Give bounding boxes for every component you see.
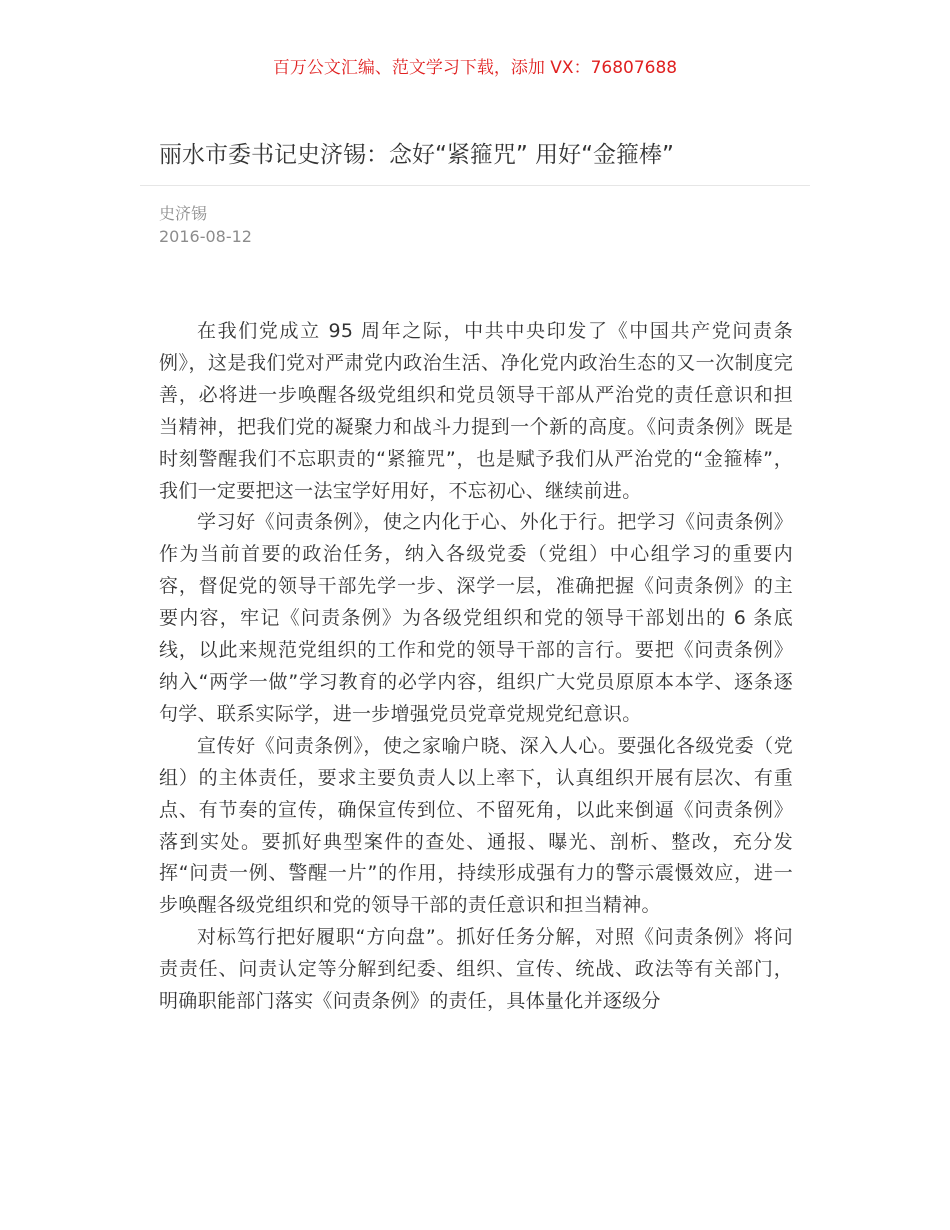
article-paragraph: 学习好《问责条例》，使之内化于心、外化于行。把学习《问责条例》作为当前首要的政治任务，纳入各级党委（党组）中心组学习的重要内容，督促党的领导干部先学一步、深学一层，准确把握《问责条例》的主要内容，牢记《问责条例》为各级党组织和党的领导干部划出的 6 条底线，以此来规范党组织的工作和党的领导干部的言行。要把《问责条例》纳入“两学一做”学习教育的必学内容，组织广大党员原原本本学、逐条逐句学、联系实际学，进一步增强党员党章党规党纪意识。 bbox=[159, 511, 793, 725]
article-body bbox=[159, 316, 793, 1018]
watermark-banner: 百万公文汇编、范文学习下载，添加 VX：76807688 bbox=[272, 58, 678, 78]
article-title: 丽水市委书记史济锡：念好“紧箍咒” 用好“金箍棒” bbox=[159, 142, 674, 168]
article-paragraph: 在我们党成立 95 周年之际，中共中央印发了《中国共产党问责条例》，这是我们党对严肃党内政治生活、净化党内政治生态的又一次制度完善，必将进一步唤醒各级党组织和党员领导干部从严治党的责任意识和担当精神，把我们党的凝聚力和战斗力提到一个新的高度。《问责条例》既是时刻警醒我们不忘职责的“紧箍咒”，也是赋予我们从严治党的“金箍棒”，我们一定要把这一法宝学好用好，不忘初心、继续前进。 bbox=[159, 320, 793, 502]
title-divider bbox=[140, 185, 810, 186]
article-author: 史济锡 bbox=[159, 204, 208, 223]
article-date: 2016-08-12 bbox=[159, 227, 252, 246]
article-meta bbox=[159, 202, 252, 248]
article-paragraph: 对标笃行把好履职“方向盘”。抓好任务分解，对照《问责条例》将问责责任、问责认定等分解到纪委、组织、宣传、统战、政法等有关部门，明确职能部门落实《问责条例》的责任，具体量化并逐级分 bbox=[159, 926, 793, 1013]
article-paragraph: 宣传好《问责条例》，使之家喻户晓、深入人心。要强化各级党委（党组）的主体责任，要求主要负责人以上率下，认真组织开展有层次、有重点、有节奏的宣传，确保宣传到位、不留死角，以此来倒逼《问责条例》落到实处。要抓好典型案件的查处、通报、曝光、剖析、整改，充分发挥“问责一例、警醒一片”的作用，持续形成强有力的警示震慑效应，进一步唤醒各级党组织和党的领导干部的责任意识和担当精神。 bbox=[159, 734, 793, 917]
